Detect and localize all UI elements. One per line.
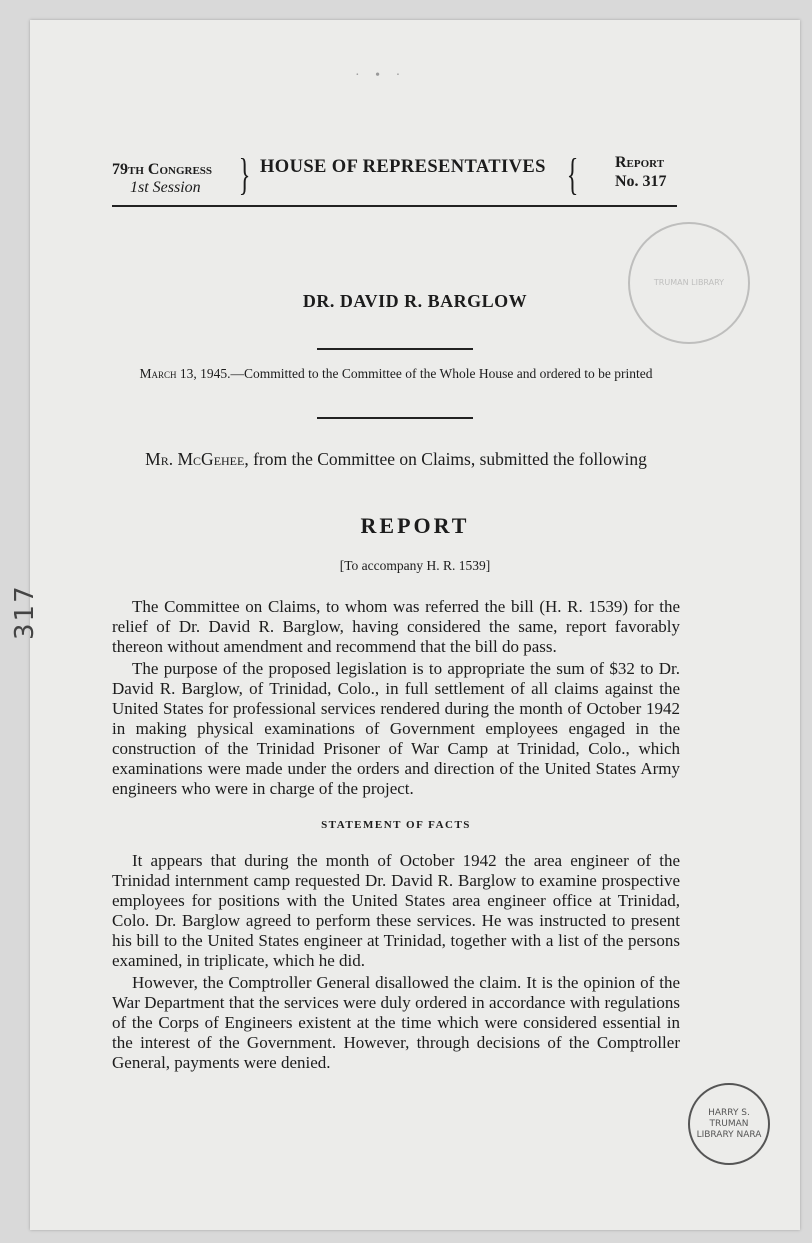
- header-rule: [112, 205, 677, 207]
- right-brace-icon: }: [238, 150, 251, 199]
- committed-rule: [317, 417, 473, 419]
- title-rule: [317, 348, 473, 350]
- library-stamp-icon: [628, 222, 750, 344]
- committed-notice: [115, 365, 677, 383]
- paragraph: The Committee on Claims, to whom was referred the bill (H. R. 1539) for the relief of Dr. David R. Barglow, having considered the same, report favorably thereon without amendment and recommend that the bill do pass.: [112, 597, 680, 656]
- accompany-bill: [To accompany H. R. 1539]: [339, 558, 491, 573]
- report-number-block: [615, 153, 667, 191]
- handwritten-margin-note: 317: [10, 584, 40, 640]
- house-title: HOUSE OF REPRESENTATIVES: [260, 157, 546, 177]
- congress-label: 79th Congress: [112, 161, 213, 178]
- submission-line: [112, 448, 680, 470]
- session-label: 1st Session: [130, 179, 201, 196]
- nara-stamp-icon: [688, 1083, 770, 1165]
- committed-date: March 13, 1945: [139, 366, 228, 381]
- submission-text: , from the Committee on Claims, submitted the following: [244, 449, 647, 469]
- paragraph: The purpose of the proposed legislation is to appropriate the sum of $32 to Dr. David R. Barglow, of Trinidad, Colo., in full settlement of all claims against the United States for professional services rendered during the month of October 1942 in making physical examinations of Government employees engaged in the construction of the Trinidad Prisoner of War Camp at Trinidad, Colo., which examinations were made under the orders and direction of the United States Army engineers who were in charge of the project.: [112, 659, 680, 798]
- report-number: No. 317: [615, 173, 667, 190]
- left-brace-icon: {: [566, 150, 579, 199]
- report-body: [112, 597, 680, 1073]
- stamp-text: HARRY S. TRUMAN LIBRARY NARA: [696, 1107, 762, 1140]
- report-header: [112, 135, 677, 203]
- document-page: [30, 20, 800, 1230]
- decorative-dots: · • ·: [355, 68, 407, 83]
- committed-text: .—Committed to the Committee of the Whole House and ordered to be printed: [227, 366, 653, 381]
- statement-of-facts-heading: STATEMENT OF FACTS: [321, 819, 471, 831]
- stamp-text: TRUMAN LIBRARY: [653, 278, 725, 287]
- report-heading: REPORT: [360, 513, 470, 538]
- submitter-name: Mr. McGehee: [145, 449, 245, 469]
- report-label: Report: [615, 154, 665, 171]
- paragraph: However, the Comptroller General disallowed the claim. It is the opinion of the War Department that the services were duly ordered in accordance with regulations of the Corps of Engineers existent at the time which were considered essential in the interest of the Government. However, through decisions of the Comptroller General, payments were denied.: [112, 973, 680, 1072]
- document-title: DR. DAVID R. BARGLOW: [302, 291, 528, 311]
- congress-session: [112, 161, 212, 197]
- paragraph: It appears that during the month of October 1942 the area engineer of the Trinidad internment camp requested Dr. David R. Barglow to examine prospective employees for positions with the United States area engineer office at Trinidad, Colo. Dr. Barglow agreed to perform these services. He was instructed to present his bill to the United States engineer at Trinidad, together with a list of the persons examined, in triplicate, which he did.: [112, 851, 680, 970]
